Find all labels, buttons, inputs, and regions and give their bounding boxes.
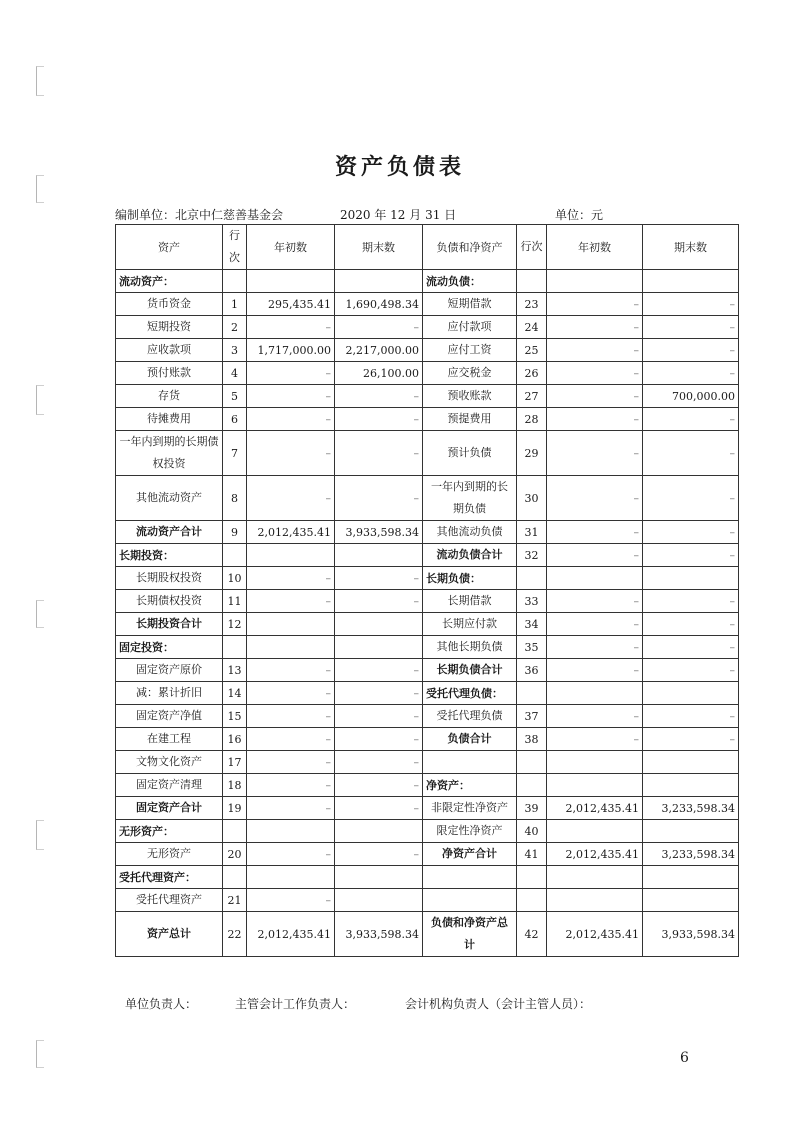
asset-end [335, 866, 423, 889]
asset-item: 存货 [116, 385, 223, 408]
liability-line-no: 28 [517, 408, 547, 431]
asset-end [335, 820, 423, 843]
unit-head-signature: 单位负责人： [125, 997, 198, 1011]
liability-end: 3,933,598.34 [643, 912, 739, 957]
asset-line-no: 17 [223, 751, 247, 774]
liability-line-no [517, 866, 547, 889]
asset-begin [247, 544, 335, 567]
asset-line-no: 10 [223, 567, 247, 590]
liability-end: – [643, 476, 739, 521]
liability-item [423, 866, 517, 889]
report-date: 2020 年 12 月 31 日 [340, 208, 457, 222]
liability-end: – [643, 728, 739, 751]
liability-end: – [643, 362, 739, 385]
liability-end: – [643, 316, 739, 339]
asset-line-no: 1 [223, 293, 247, 316]
liability-begin: 2,012,435.41 [547, 912, 643, 957]
asset-begin [247, 866, 335, 889]
header-line-2: 行次 [517, 225, 547, 270]
asset-line-no: 21 [223, 889, 247, 912]
liability-item: 净资产合计 [423, 843, 517, 866]
liability-begin [547, 820, 643, 843]
asset-begin: 1,717,000.00 [247, 339, 335, 362]
asset-end [335, 270, 423, 293]
asset-item: 固定资产原价 [116, 659, 223, 682]
liability-begin: – [547, 385, 643, 408]
liability-line-no: 29 [517, 431, 547, 476]
asset-line-no: 12 [223, 613, 247, 636]
liability-end: – [643, 521, 739, 544]
asset-end: – [335, 659, 423, 682]
asset-begin: 2,012,435.41 [247, 912, 335, 957]
table-row [116, 385, 739, 408]
asset-begin: – [247, 751, 335, 774]
liability-item: 负债和净资产总计 [423, 912, 517, 957]
asset-begin: – [247, 567, 335, 590]
liability-line-no: 40 [517, 820, 547, 843]
asset-end: – [335, 843, 423, 866]
liability-end: 3,233,598.34 [643, 843, 739, 866]
liability-begin: – [547, 728, 643, 751]
asset-section-label: 受托代理资产： [116, 866, 223, 889]
asset-begin: – [247, 431, 335, 476]
asset-end: – [335, 774, 423, 797]
asset-item: 受托代理资产 [116, 889, 223, 912]
liability-begin: – [547, 362, 643, 385]
liability-item: 其他长期负债 [423, 636, 517, 659]
asset-end: – [335, 567, 423, 590]
liability-end [643, 567, 739, 590]
asset-line-no: 22 [223, 912, 247, 957]
asset-begin: – [247, 362, 335, 385]
balance-sheet-table [115, 224, 739, 957]
liability-end: 700,000.00 [643, 385, 739, 408]
asset-line-no [223, 636, 247, 659]
page-number: 6 [680, 1050, 689, 1066]
liability-end: – [643, 636, 739, 659]
asset-line-no: 15 [223, 705, 247, 728]
asset-line-no: 3 [223, 339, 247, 362]
liability-item [423, 889, 517, 912]
asset-begin: 2,012,435.41 [247, 521, 335, 544]
asset-end [335, 544, 423, 567]
asset-item: 短期投资 [116, 316, 223, 339]
asset-line-no: 20 [223, 843, 247, 866]
asset-item: 固定资产清理 [116, 774, 223, 797]
liability-line-no: 37 [517, 705, 547, 728]
asset-begin [247, 820, 335, 843]
asset-end: 3,933,598.34 [335, 912, 423, 957]
liability-begin [547, 751, 643, 774]
asset-begin: – [247, 316, 335, 339]
liability-item: 短期借款 [423, 293, 517, 316]
asset-item: 流动资产合计 [116, 521, 223, 544]
liability-line-no: 31 [517, 521, 547, 544]
asset-begin: – [247, 889, 335, 912]
liability-end: – [643, 659, 739, 682]
table-row [116, 476, 739, 521]
table-row [116, 820, 739, 843]
asset-begin: – [247, 682, 335, 705]
liability-end: – [643, 705, 739, 728]
table-row [116, 316, 739, 339]
liability-item: 应交税金 [423, 362, 517, 385]
liability-line-no: 27 [517, 385, 547, 408]
liability-item: 应付款项 [423, 316, 517, 339]
currency-unit: 单位：元 [555, 208, 604, 222]
asset-end: – [335, 797, 423, 820]
asset-item: 长期投资合计 [116, 613, 223, 636]
asset-end [335, 889, 423, 912]
liability-begin: – [547, 476, 643, 521]
asset-item: 长期债权投资 [116, 590, 223, 613]
asset-item: 固定资产净值 [116, 705, 223, 728]
binder-mark [36, 385, 44, 415]
table-row [116, 431, 739, 476]
table-row [116, 362, 739, 385]
header-asset: 资产 [116, 225, 223, 270]
table-row [116, 797, 739, 820]
liability-end [643, 866, 739, 889]
asset-begin [247, 636, 335, 659]
asset-end: – [335, 682, 423, 705]
liability-begin [547, 682, 643, 705]
page-title: 资产负债表 [334, 154, 465, 180]
liability-end: – [643, 339, 739, 362]
asset-end: – [335, 728, 423, 751]
liability-begin: – [547, 590, 643, 613]
liability-line-no: 36 [517, 659, 547, 682]
liability-item: 非限定性净资产 [423, 797, 517, 820]
asset-begin: – [247, 797, 335, 820]
asset-line-no: 9 [223, 521, 247, 544]
liability-end: – [643, 293, 739, 316]
binder-mark [36, 600, 44, 628]
liability-section-label: 流动负债： [423, 270, 517, 293]
table-row [116, 339, 739, 362]
asset-begin: – [247, 385, 335, 408]
asset-line-no: 5 [223, 385, 247, 408]
liability-begin: – [547, 408, 643, 431]
liability-item: 预提费用 [423, 408, 517, 431]
asset-end: 3,933,598.34 [335, 521, 423, 544]
asset-line-no: 13 [223, 659, 247, 682]
table-row [116, 705, 739, 728]
asset-line-no: 18 [223, 774, 247, 797]
liability-line-no: 32 [517, 544, 547, 567]
liability-item: 预收账款 [423, 385, 517, 408]
asset-item: 预付账款 [116, 362, 223, 385]
header-line: 行次 [223, 225, 247, 270]
liability-begin: – [547, 293, 643, 316]
table-row [116, 544, 739, 567]
liability-line-no: 23 [517, 293, 547, 316]
asset-begin: – [247, 728, 335, 751]
liability-begin [547, 567, 643, 590]
liability-section-label: 净资产： [423, 774, 517, 797]
liability-begin: – [547, 705, 643, 728]
liability-end [643, 270, 739, 293]
liability-begin: – [547, 316, 643, 339]
liability-line-no [517, 682, 547, 705]
asset-begin [247, 613, 335, 636]
table-row [116, 659, 739, 682]
table-header-row [116, 225, 739, 270]
liability-item: 应付工资 [423, 339, 517, 362]
liability-end [643, 820, 739, 843]
liability-line-no: 34 [517, 613, 547, 636]
asset-end: 1,690,498.34 [335, 293, 423, 316]
asset-section-label: 长期投资： [116, 544, 223, 567]
asset-begin: – [247, 774, 335, 797]
liability-line-no: 30 [517, 476, 547, 521]
asset-item: 减：累计折旧 [116, 682, 223, 705]
liability-item: 流动负债合计 [423, 544, 517, 567]
liability-item: 长期负债合计 [423, 659, 517, 682]
asset-item: 应收款项 [116, 339, 223, 362]
liability-end [643, 889, 739, 912]
asset-end: 2,217,000.00 [335, 339, 423, 362]
liability-item: 受托代理负债 [423, 705, 517, 728]
liability-line-no [517, 567, 547, 590]
liability-end: – [643, 431, 739, 476]
accountant-signature: 会计机构负责人（会计主管人员）： [405, 997, 592, 1011]
table-row [116, 613, 739, 636]
liability-section-label: 受托代理负债： [423, 682, 517, 705]
asset-begin: – [247, 659, 335, 682]
liability-begin: – [547, 659, 643, 682]
liability-begin: – [547, 613, 643, 636]
liability-begin [547, 774, 643, 797]
liability-begin: – [547, 544, 643, 567]
liability-item: 预计负债 [423, 431, 517, 476]
table-row [116, 866, 739, 889]
liability-line-no: 39 [517, 797, 547, 820]
asset-begin: – [247, 590, 335, 613]
liability-line-no: 35 [517, 636, 547, 659]
liability-end [643, 774, 739, 797]
asset-end [335, 636, 423, 659]
liability-item: 一年内到期的长期负债 [423, 476, 517, 521]
liability-line-no [517, 751, 547, 774]
table-row [116, 293, 739, 316]
liability-line-no: 25 [517, 339, 547, 362]
header-liabilities: 负债和净资产 [423, 225, 517, 270]
asset-line-no: 11 [223, 590, 247, 613]
liability-end: – [643, 590, 739, 613]
liability-item: 长期应付款 [423, 613, 517, 636]
binder-mark [36, 820, 44, 850]
asset-begin: 295,435.41 [247, 293, 335, 316]
asset-item: 长期股权投资 [116, 567, 223, 590]
liability-item: 其他流动负债 [423, 521, 517, 544]
liability-line-no: 38 [517, 728, 547, 751]
asset-line-no: 8 [223, 476, 247, 521]
asset-line-no [223, 820, 247, 843]
liability-begin: – [547, 339, 643, 362]
table-row [116, 521, 739, 544]
table-row [116, 912, 739, 957]
asset-end: – [335, 408, 423, 431]
asset-item: 其他流动资产 [116, 476, 223, 521]
asset-line-no [223, 270, 247, 293]
liability-line-no [517, 270, 547, 293]
liability-section-label: 长期负债： [423, 567, 517, 590]
table-row [116, 270, 739, 293]
asset-line-no: 14 [223, 682, 247, 705]
liability-end: – [643, 613, 739, 636]
header-begin: 年初数 [247, 225, 335, 270]
asset-begin: – [247, 705, 335, 728]
liability-end: 3,233,598.34 [643, 797, 739, 820]
liability-line-no: 24 [517, 316, 547, 339]
liability-line-no [517, 774, 547, 797]
liability-begin: 2,012,435.41 [547, 797, 643, 820]
liability-item: 长期借款 [423, 590, 517, 613]
table-row [116, 728, 739, 751]
table-row [116, 408, 739, 431]
binder-mark [36, 1040, 44, 1068]
asset-begin: – [247, 476, 335, 521]
table-row [116, 682, 739, 705]
asset-end: – [335, 431, 423, 476]
liability-line-no [517, 889, 547, 912]
asset-line-no [223, 544, 247, 567]
asset-item: 货币资金 [116, 293, 223, 316]
asset-section-label: 固定投资： [116, 636, 223, 659]
header-end-2: 期末数 [643, 225, 739, 270]
table-row [116, 751, 739, 774]
liability-begin: – [547, 636, 643, 659]
asset-end: – [335, 476, 423, 521]
binder-mark [36, 66, 44, 96]
asset-begin: – [247, 408, 335, 431]
liability-begin: 2,012,435.41 [547, 843, 643, 866]
asset-end: – [335, 590, 423, 613]
liability-begin: – [547, 431, 643, 476]
asset-line-no [223, 866, 247, 889]
asset-end: 26,100.00 [335, 362, 423, 385]
liability-line-no: 26 [517, 362, 547, 385]
asset-begin [247, 270, 335, 293]
liability-begin: – [547, 521, 643, 544]
header-end: 期末数 [335, 225, 423, 270]
asset-line-no: 2 [223, 316, 247, 339]
preparing-unit: 编制单位：北京中仁慈善基金会 [115, 208, 284, 222]
asset-line-no: 16 [223, 728, 247, 751]
table-row [116, 590, 739, 613]
table-row [116, 889, 739, 912]
asset-line-no: 6 [223, 408, 247, 431]
asset-item: 待摊费用 [116, 408, 223, 431]
liability-item [423, 751, 517, 774]
liability-begin [547, 270, 643, 293]
table-row [116, 843, 739, 866]
asset-item: 资产总计 [116, 912, 223, 957]
liability-line-no: 41 [517, 843, 547, 866]
liability-line-no: 42 [517, 912, 547, 957]
liability-end: – [643, 408, 739, 431]
liability-end [643, 682, 739, 705]
asset-end: – [335, 316, 423, 339]
header-begin-2: 年初数 [547, 225, 643, 270]
asset-section-label: 流动资产： [116, 270, 223, 293]
table-row [116, 774, 739, 797]
liability-item: 限定性净资产 [423, 820, 517, 843]
asset-line-no: 19 [223, 797, 247, 820]
table-row [116, 636, 739, 659]
asset-end: – [335, 751, 423, 774]
asset-item: 无形资产 [116, 843, 223, 866]
asset-item: 文物文化资产 [116, 751, 223, 774]
liability-begin [547, 889, 643, 912]
liability-item: 负债合计 [423, 728, 517, 751]
liability-end [643, 751, 739, 774]
asset-item: 固定资产合计 [116, 797, 223, 820]
table-row [116, 567, 739, 590]
liability-line-no: 33 [517, 590, 547, 613]
asset-item: 一年内到期的长期债权投资 [116, 431, 223, 476]
asset-begin: – [247, 843, 335, 866]
accounting-head-signature: 主管会计工作负责人： [235, 997, 356, 1011]
asset-end [335, 613, 423, 636]
asset-end: – [335, 385, 423, 408]
asset-line-no: 4 [223, 362, 247, 385]
liability-begin [547, 866, 643, 889]
liability-end: – [643, 544, 739, 567]
asset-line-no: 7 [223, 431, 247, 476]
asset-section-label: 无形资产： [116, 820, 223, 843]
asset-end: – [335, 705, 423, 728]
asset-item: 在建工程 [116, 728, 223, 751]
